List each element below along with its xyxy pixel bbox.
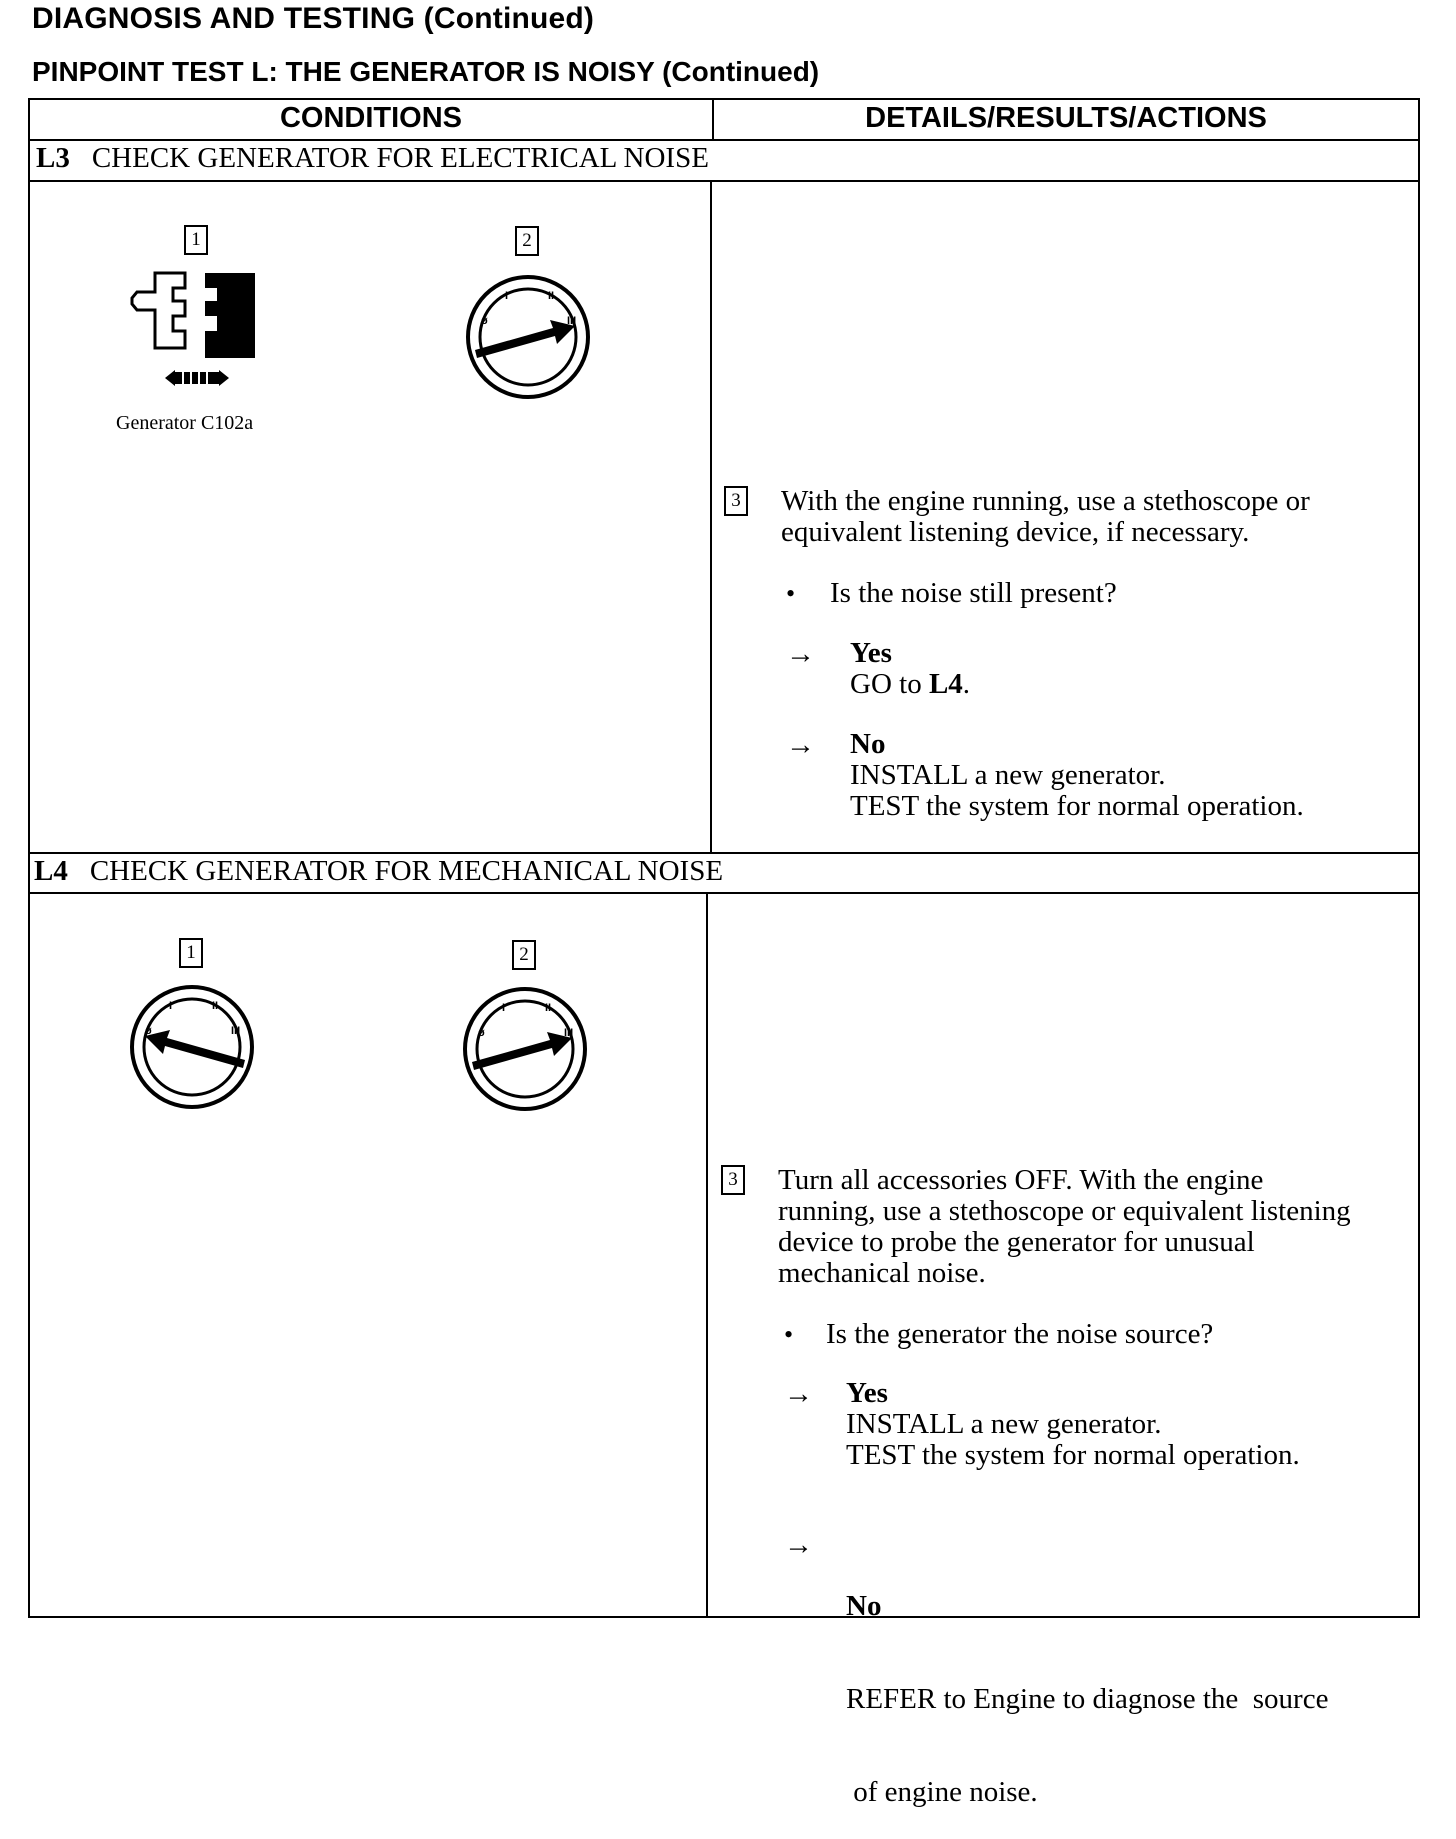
action-number-l3: 3 xyxy=(724,486,748,516)
figure-label-2: 2 xyxy=(515,226,539,256)
arrow-no-l4: → xyxy=(784,1529,813,1561)
action-text-l4: Turn all accessories OFF. With the engine running, use a stethoscope or equivalent listening device to probe the generator for unusual mechanical noise. xyxy=(778,1164,1351,1289)
svg-text:II: II xyxy=(548,290,555,302)
figure-caption: Generator C102a xyxy=(116,412,254,434)
column-header-conditions: CONDITIONS xyxy=(279,102,463,134)
svg-text:III: III xyxy=(567,315,577,327)
svg-text:I: I xyxy=(502,1002,506,1014)
question-l4: Is the generator the noise source? xyxy=(826,1318,1214,1350)
arrow-yes-l3: → xyxy=(786,638,815,670)
page-subtitle: PINPOINT TEST L: THE GENERATOR IS NOISY (Continued) xyxy=(32,56,820,87)
action-text-l3: With the engine running, use a stethoscope or equivalent listening device, if necessary. xyxy=(781,485,1310,548)
svg-text:ø: ø xyxy=(481,315,488,327)
result-no-l4: No REFER to Engine to diagnose the source of engine noise. xyxy=(846,1590,1329,1808)
svg-text:II: II xyxy=(545,1002,552,1014)
result-yes-l4: Yes INSTALL a new generator. TEST the system for normal operation. xyxy=(846,1377,1300,1471)
figure-label-1: 1 xyxy=(179,938,203,968)
bullet-l3: • xyxy=(786,579,796,608)
connector-disconnect-icon xyxy=(125,268,265,393)
step-l3-title: CHECK GENERATOR FOR ELECTRICAL NOISE xyxy=(91,142,709,174)
svg-text:ø: ø xyxy=(145,1025,152,1037)
column-header-details: DETAILS/RESULTS/ACTIONS xyxy=(865,102,1267,134)
svg-text:II: II xyxy=(212,1000,219,1012)
svg-text:ø: ø xyxy=(478,1027,485,1039)
svg-text:I: I xyxy=(505,290,509,302)
step-l3-id: L3 xyxy=(36,142,70,174)
svg-text:I: I xyxy=(169,1000,173,1012)
svg-text:III: III xyxy=(564,1027,574,1039)
ignition-switch-run-icon xyxy=(463,272,593,402)
bullet-l4: • xyxy=(784,1320,794,1349)
svg-text:III: III xyxy=(231,1025,241,1037)
question-l3: Is the noise still present? xyxy=(830,577,1117,609)
arrow-no-l3: → xyxy=(786,729,815,761)
action-number-l4: 3 xyxy=(721,1165,745,1195)
result-yes-l3: Yes GO to L4. xyxy=(850,637,971,700)
ignition-switch-off-icon xyxy=(127,982,257,1112)
page-title: DIAGNOSIS AND TESTING (Continued) xyxy=(32,2,595,35)
figure-label-1: 1 xyxy=(184,225,208,255)
step-l4-id: L4 xyxy=(34,855,68,887)
step-l3-header xyxy=(36,142,709,175)
result-no-l3: No INSTALL a new generator. TEST the system for normal operation. xyxy=(850,728,1304,822)
arrow-yes-l4: → xyxy=(784,1378,813,1410)
step-l4-header xyxy=(34,855,723,888)
link-l4[interactable]: L4 xyxy=(928,668,963,700)
step-l4-title: CHECK GENERATOR FOR MECHANICAL NOISE xyxy=(89,855,724,887)
ignition-switch-run-icon xyxy=(460,984,590,1114)
figure-label-2: 2 xyxy=(512,940,536,970)
